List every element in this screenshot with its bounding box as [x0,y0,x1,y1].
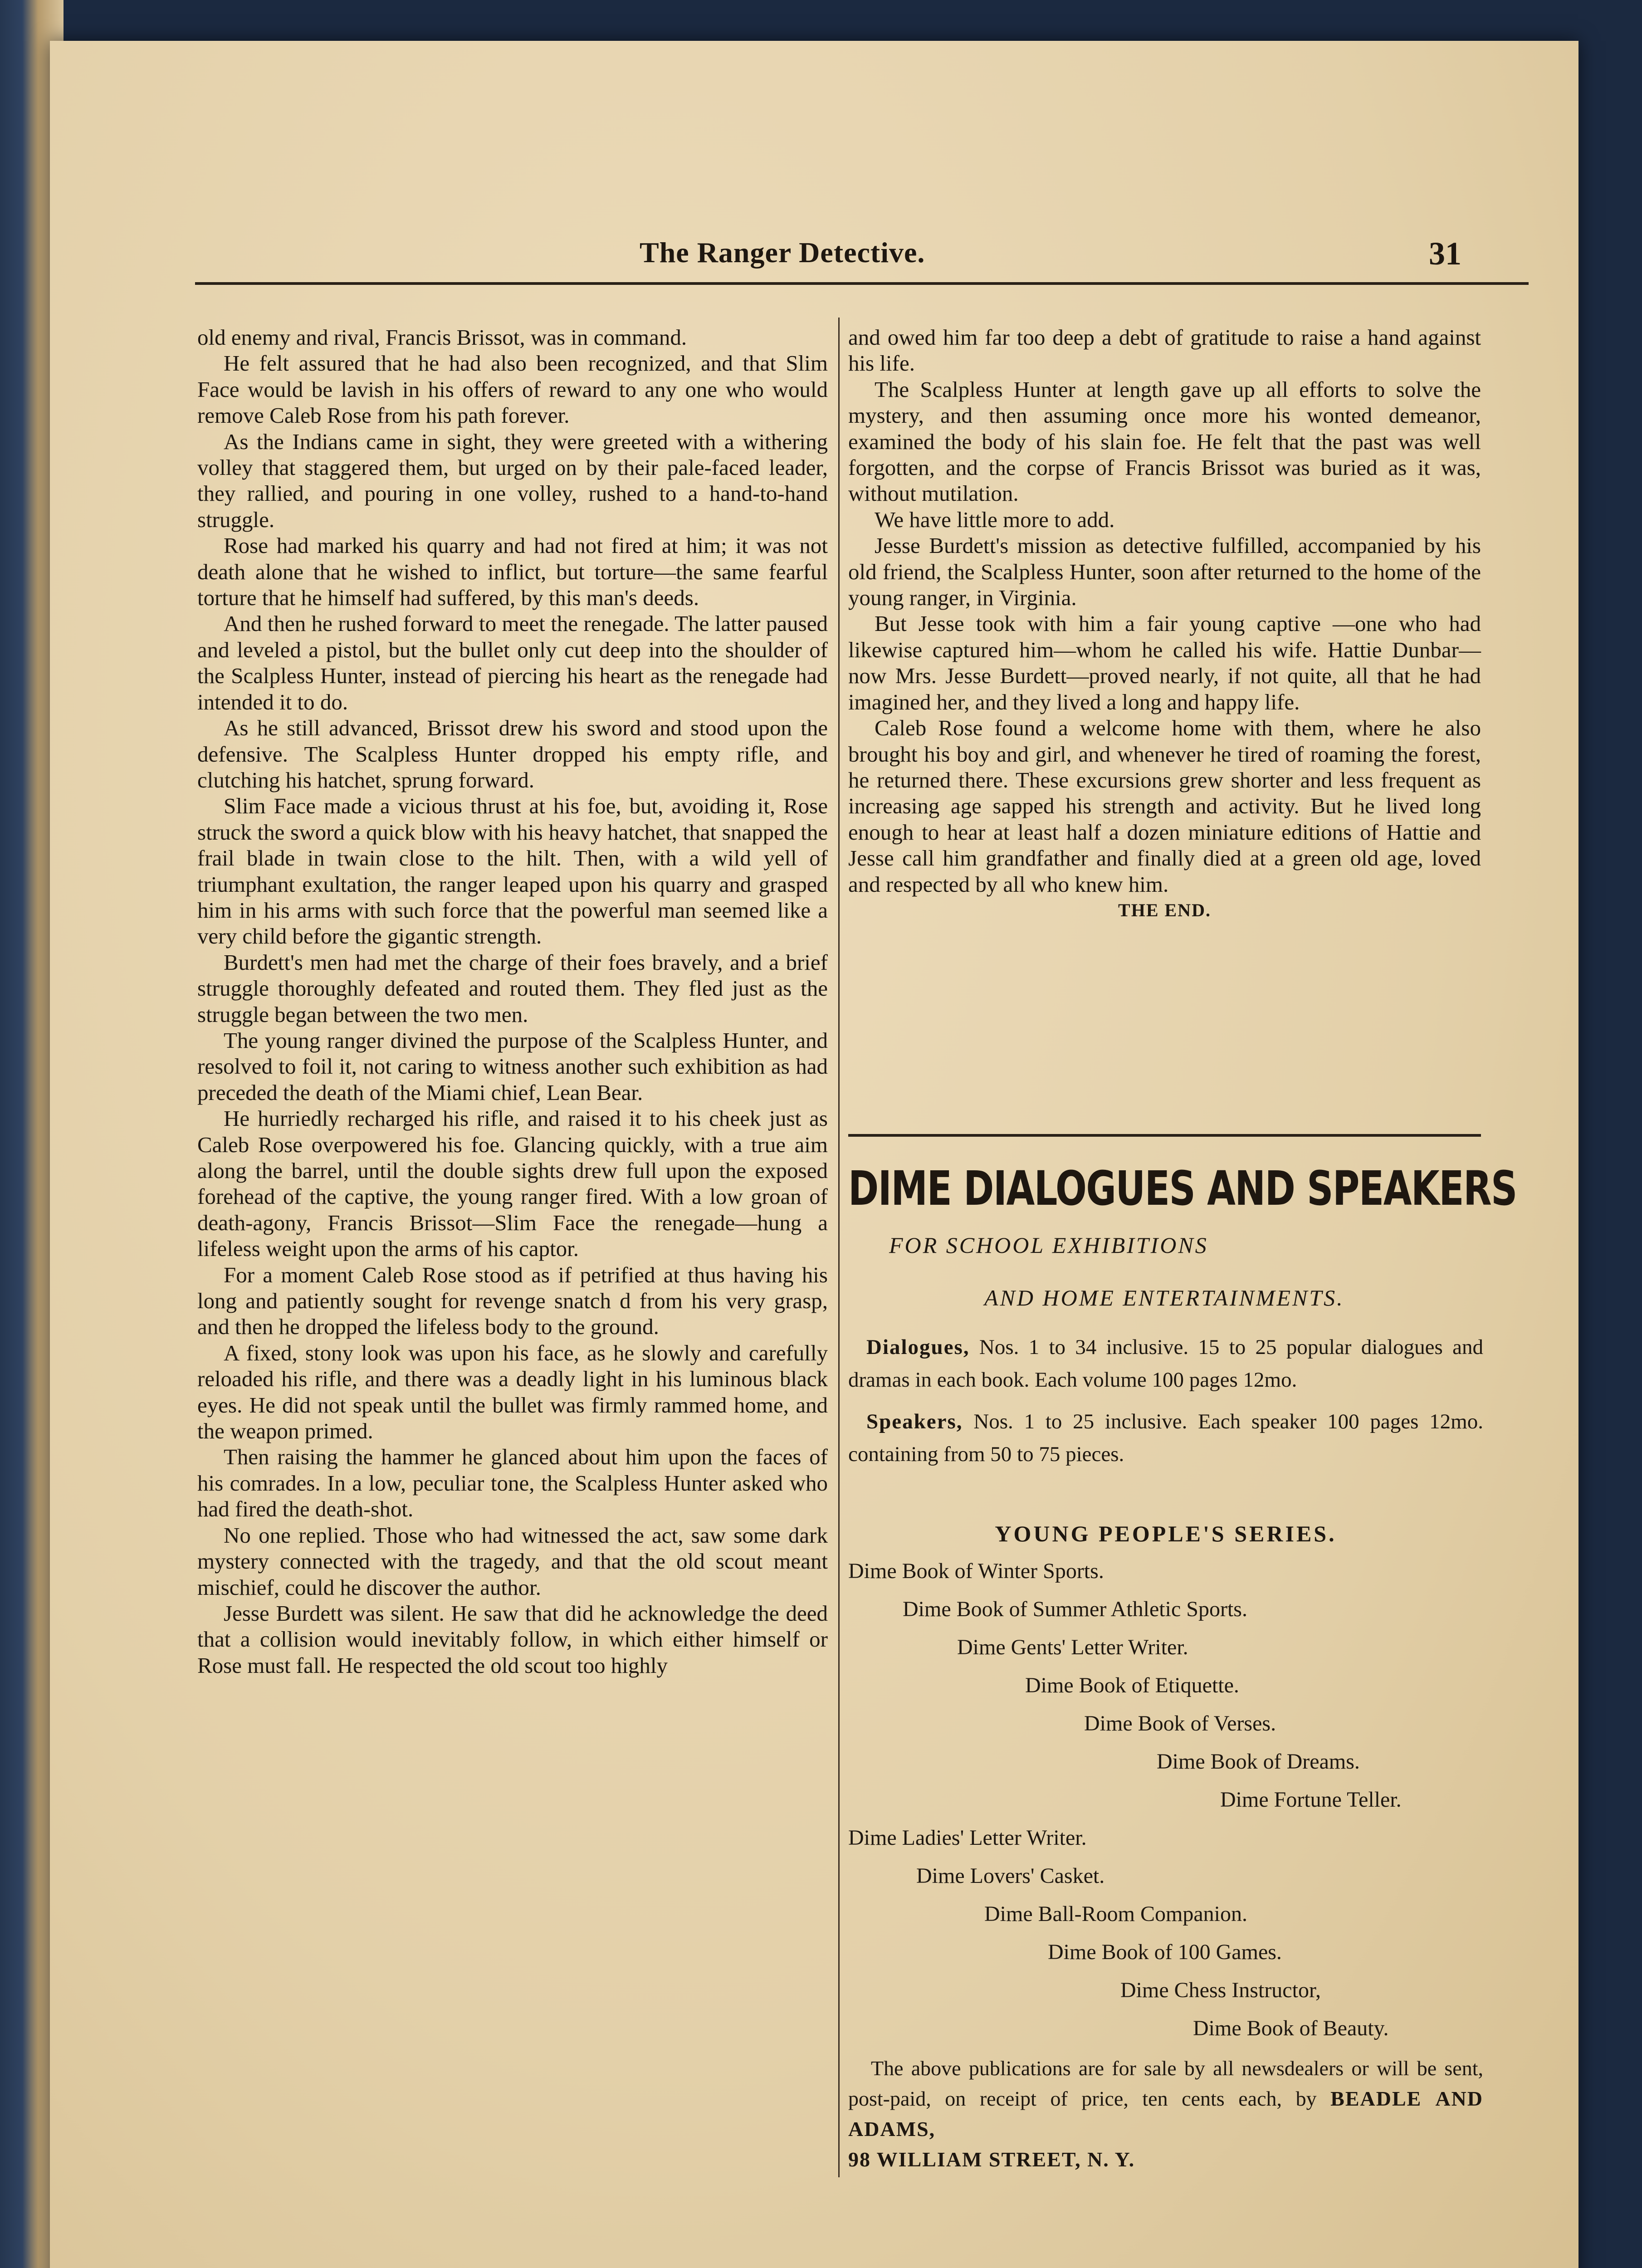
series-item: Dime Book of Beauty. [1193,2016,1389,2040]
running-title: The Ranger Detective. [640,236,925,269]
dialogues-label: Dialogues, [866,1335,970,1359]
ad-subtitle-2: AND HOME ENTERTAINMENTS. [984,1285,1344,1310]
ad-dialogues [848,1331,1483,1396]
paragraph: The Scalpless Hunter at length gave up all efforts to solve the mystery, and then assuming once more his wonted demeanor, examined the body of his slain foe. He felt that the past was well forgotten, and the corpse of Francis Brissot was buried as it was, without mutilation. [848,376,1481,506]
series-item: Dime Gents' Letter Writer. [957,1635,1188,1659]
series-item: Dime Book of Summer Athletic Sports. [903,1597,1247,1621]
series-item: Dime Chess Instructor, [1120,1978,1321,2002]
paragraph: For a moment Caleb Rose stood as if petrified at thus having his long and patiently sought for revenge snatch d from his very grasp, and then he dropped the lifeless body to the ground. [197,1262,828,1339]
paragraph: Burdett's men had met the charge of their foes bravely, and a brief struggle thoroughly defeated and routed them. They fled just as the struggle began between the two men. [197,949,828,1027]
paragraph: Slim Face made a vicious thrust at his foe, but, avoiding it, Rose struck the sword a quick blow with his heavy hatchet, that snapped the frail blade in twain close to the hilt. Then, with a wild yell of triumphant exultation, the ranger leaped upon his quarry and grasped him in his arms with such force that the powerful man seemed like a very child before the gigantic strength. [197,793,828,949]
ad-title: DIME DIALOGUES AND SPEAKERS [848,1161,1517,1216]
paragraph: But Jesse took with him a fair young captive —one who had likewise captured him—whom he called his wife. Hattie Dunbar—now Mrs. Jesse Burdett—proved nearly, if not quite, all that he had imagined her, and they lived a long and happy life. [848,611,1481,714]
paragraph: and owed him far too deep a debt of gratitude to raise a hand against his life. [848,325,1481,376]
ad-rule [848,1134,1481,1137]
series-item: Dime Ladies' Letter Writer. [848,1826,1087,1850]
paragraph: Caleb Rose found a welcome home with them, where he also brought his boy and girl, and whenever he tired of roaming the forest, he returned there. These excursions grew shorter and less frequent as increasing age sapped his strength and activity. But he lived long enough to hear at least half a dozen miniature editions of Hattie and Jesse call him grandfather and finally died at a green old age, loved and respected by all who knew him. [848,715,1481,897]
paragraph: He felt assured that he had also been recognized, and that Slim Face would be lavish in his offers of reward to any one who would remove Caleb Rose from his path forever. [197,351,828,428]
footer-publisher: BEADLE AND ADAMS, [848,2087,1483,2141]
column-divider [838,318,840,2177]
series-item: Dime Ball-Room Companion. [984,1902,1247,1926]
advertisement [848,1157,1517,2195]
paragraph: We have little more to add. [875,507,1115,532]
page-number: 31 [1429,235,1461,272]
speakers-text: Nos. 1 to 25 inclusive. Each speaker 100 pages 12mo. containing from 50 to 75 pieces. [848,1410,1483,1466]
magazine-page [50,41,1578,2268]
paragraph: And then he rushed forward to meet the renegade. The latter paused and leveled a pistol, but the bullet only cut deep into the shoulder of the Scalpless Hunter, instead of piercing his heart as the renegade had intended it to do. [197,611,828,714]
series-title: YOUNG PEOPLE'S SERIES. [995,1521,1337,1546]
ad-subtitle-1: FOR SCHOOL EXHIBITIONS [889,1232,1208,1258]
paragraph: The young ranger divined the purpose of the Scalpless Hunter, and resolved to foil it, not caring to witness another such exhibition as had preceded the death of the Miami chief, Lean Bear. [197,1027,828,1105]
paragraph: Jesse Burdett's mission as detective fulfilled, accompanied by his old friend, the Scalpless Hunter, soon after returned to the home of the young ranger, in Virginia. [848,533,1481,611]
footer-address: 98 WILLIAM STREET, N. Y. [848,2148,1135,2171]
paragraph: Jesse Burdett was silent. He saw that did he acknowledge the deed that a collision would inevitably follow, in which either himself or Rose must fall. He respected the old scout too highly [197,1600,828,1678]
dialogues-text: Nos. 1 to 34 inclusive. 15 to 25 popular dialogues and dramas in each book. Each volume 100 pages 12mo. [848,1335,1483,1392]
ad-speakers [848,1405,1483,1471]
paragraph: old enemy and rival, Francis Brissot, was in command. [197,325,687,350]
footer-text: The above publications are for sale by all newsdealers or will be sent, post-paid, on receipt of price, ten cents each, by [848,2057,1483,2110]
header-rule [195,282,1529,285]
speakers-label: Speakers, [866,1410,963,1433]
series-item: Dime Fortune Teller. [1220,1788,1402,1812]
paragraph: As the Indians came in sight, they were greeted with a withering volley that staggered them, but urged on by their pale-faced leader, they rallied, and pouring in one volley, rushed to a hand-to-hand struggle. [197,429,828,532]
page-header [50,227,1483,277]
series-item: Dime Book of Dreams. [1157,1750,1360,1774]
left-column [197,324,828,1678]
series-item: Dime Book of Winter Sports. [848,1559,1104,1583]
ad-footer [848,2053,1483,2175]
paragraph: He hurriedly recharged his rifle, and raised it to his cheek just as Caleb Rose overpowered his foe. Glancing quickly, with a true aim along the barrel, until the double sights drew full upon the exposed forehead of the captive, the young ranger fired. With a low groan of death-agony, Francis Brissot—Slim Face the renegade—hung a lifeless weight upon the arms of his captor. [197,1106,828,1261]
paragraph: Rose had marked his quarry and had not fired at him; it was not death alone that he wished to inflict, but torture—the same fearful torture that he himself had suffered, by this man's deeds. [197,533,828,611]
series-list [848,1552,1483,2048]
paragraph: As he still advanced, Brissot drew his sword and stood upon the defensive. The Scalpless Hunter dropped his empty rifle, and clutching his hatchet, sprung forward. [197,715,828,792]
series-item: Dime Book of Verses. [1084,1711,1276,1735]
series-item: Dime Book of 100 Games. [1048,1940,1282,1964]
paragraph: Then raising the hammer he glanced about him upon the faces of his comrades. In a low, peculiar tone, the Scalpless Hunter asked who had fired the death-shot. [197,1444,828,1522]
paragraph: A fixed, stony look was upon his face, as he slowly and carefully reloaded his rifle, and there was a deadly light in his luminous black eyes. He did not speak until the bullet was firmly rammed home, and the weapon primed. [197,1340,828,1444]
series-item: Dime Lovers' Casket. [916,1864,1105,1888]
series-item: Dime Book of Etiquette. [1025,1673,1239,1697]
right-column [848,324,1481,923]
the-end: THE END. [1118,899,1211,920]
paragraph: No one replied. Those who had witnessed the act, saw some dark mystery connected with the tragedy, and that the old scout meant mischief, could he discover the author. [197,1522,828,1600]
